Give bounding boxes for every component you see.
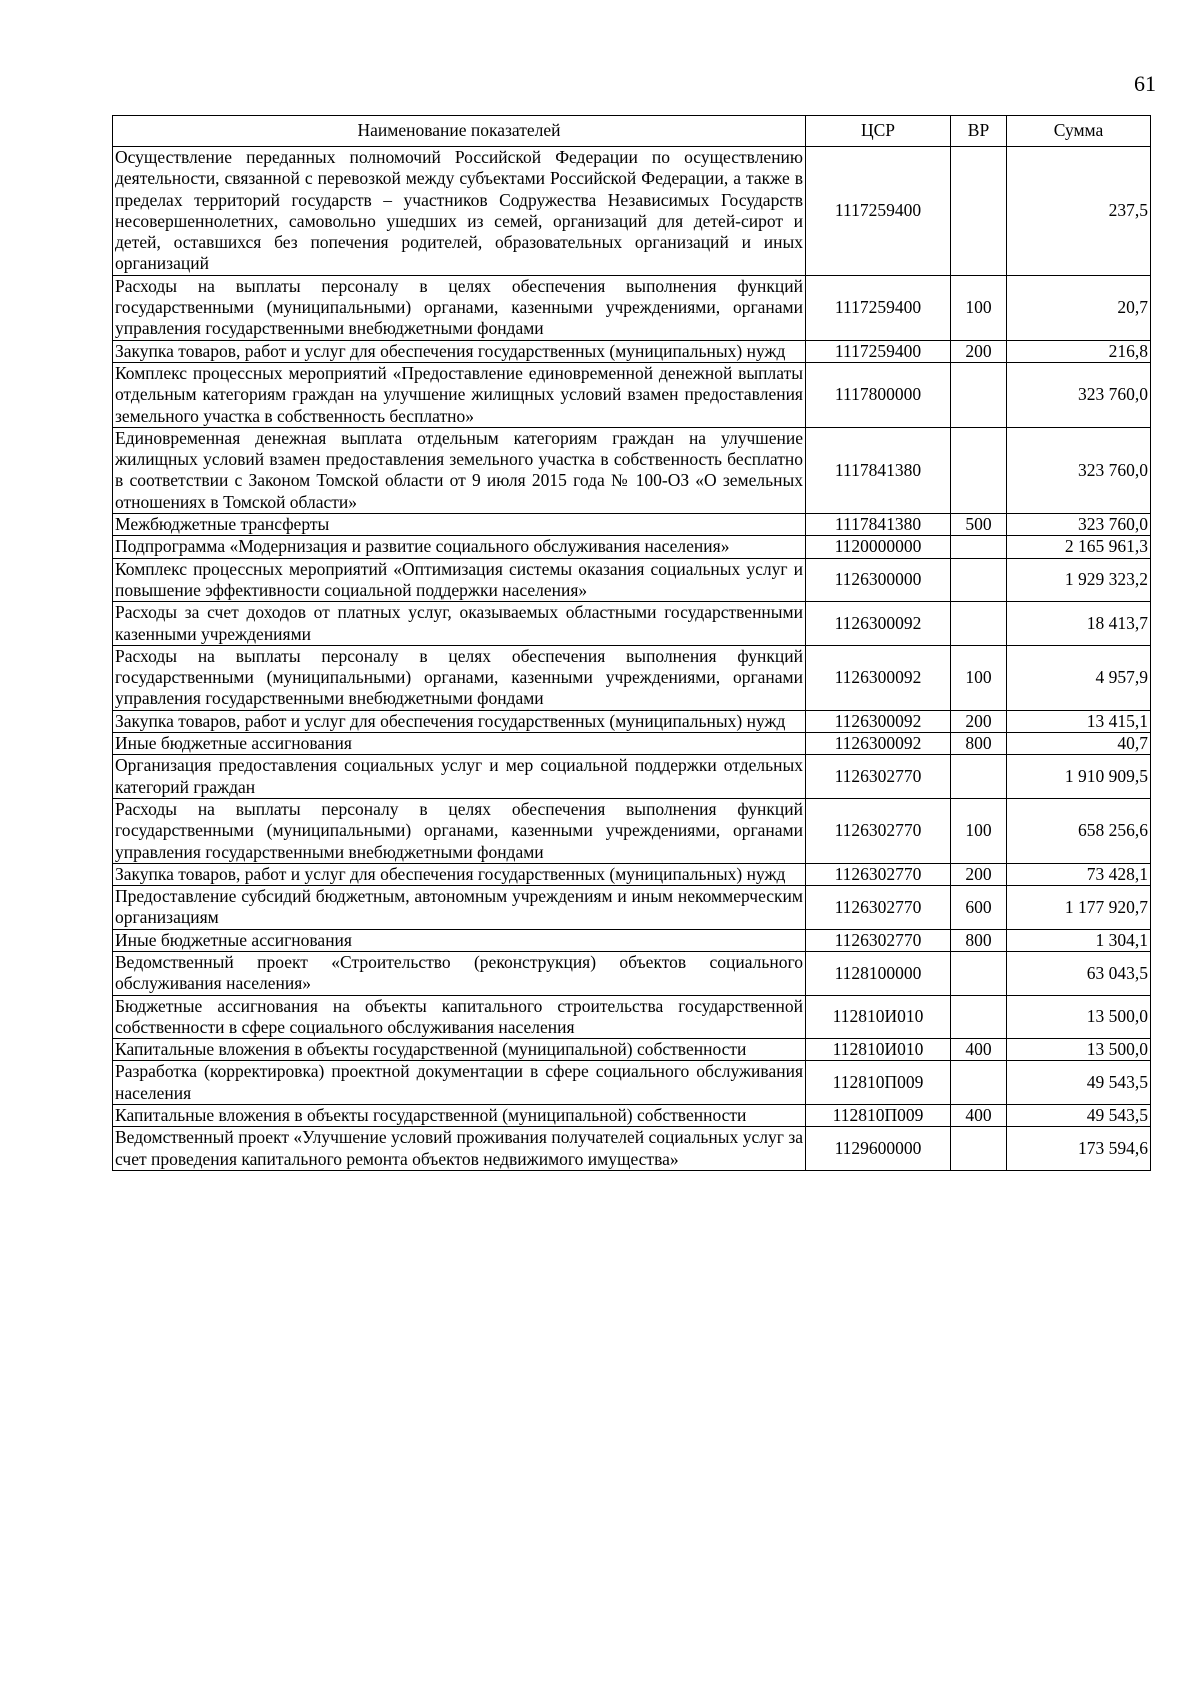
row-name: Расходы на выплаты персоналу в целях обеспечения выполнения функций государственными (муниципальными) органами, казенными учреждениями, органами управления государственными внебюджетными фондами [113, 798, 806, 863]
budget-table [112, 115, 1151, 1171]
table-row [113, 886, 1151, 930]
row-name: Закупка товаров, работ и услуг для обеспечения государственных (муниципальных) нужд [113, 340, 806, 362]
table-row [113, 710, 1151, 732]
row-csr: 112810И010 [806, 1039, 951, 1061]
row-vr: 600 [951, 886, 1007, 930]
row-vr: 100 [951, 798, 1007, 863]
row-name: Закупка товаров, работ и услуг для обеспечения государственных (муниципальных) нужд [113, 710, 806, 732]
table-row [113, 1105, 1151, 1127]
table-row [113, 929, 1151, 951]
row-csr: 1126300092 [806, 602, 951, 646]
table-row [113, 340, 1151, 362]
header-name: Наименование показателей [113, 116, 806, 147]
table-row [113, 733, 1151, 755]
row-name: Закупка товаров, работ и услуг для обеспечения государственных (муниципальных) нужд [113, 863, 806, 885]
row-name: Единовременная денежная выплата отдельным категориям граждан на улучшение жилищных условий взамен предоставления земельного участка в собственность бесплатно в соответствии с Законом Томской области от 9 июля 2015 года № 100-ОЗ «О земельных отношениях в Томской области» [113, 427, 806, 513]
row-sum: 1 177 920,7 [1007, 886, 1151, 930]
row-vr [951, 1127, 1007, 1171]
row-sum: 1 910 909,5 [1007, 755, 1151, 799]
row-sum: 40,7 [1007, 733, 1151, 755]
row-sum: 13 415,1 [1007, 710, 1151, 732]
row-vr [951, 362, 1007, 427]
row-csr: 1126300092 [806, 710, 951, 732]
table-row [113, 1039, 1151, 1061]
table-row [113, 558, 1151, 602]
row-sum: 237,5 [1007, 147, 1151, 276]
table-row [113, 755, 1151, 799]
row-csr: 1126302770 [806, 929, 951, 951]
row-sum: 73 428,1 [1007, 863, 1151, 885]
row-csr: 1117841380 [806, 514, 951, 536]
row-name: Предоставление субсидий бюджетным, автономным учреждениям и иным некоммерческим организациям [113, 886, 806, 930]
row-vr [951, 536, 1007, 558]
table-row [113, 951, 1151, 995]
row-name: Ведомственный проект «Улучшение условий проживания получателей социальных услуг за счет проведения капитального ремонта объектов недвижимого имущества» [113, 1127, 806, 1171]
row-sum: 13 500,0 [1007, 995, 1151, 1039]
row-vr [951, 602, 1007, 646]
row-vr [951, 427, 1007, 513]
row-sum: 323 760,0 [1007, 514, 1151, 536]
row-sum: 4 957,9 [1007, 645, 1151, 710]
row-csr: 1126302770 [806, 798, 951, 863]
row-sum: 1 304,1 [1007, 929, 1151, 951]
row-vr: 400 [951, 1105, 1007, 1127]
table-row [113, 275, 1151, 340]
table-row [113, 995, 1151, 1039]
row-name: Разработка (корректировка) проектной документации в сфере социального обслуживания населения [113, 1061, 806, 1105]
row-csr: 1126302770 [806, 755, 951, 799]
row-csr: 1126300000 [806, 558, 951, 602]
row-vr: 100 [951, 645, 1007, 710]
page-number: 61 [1134, 71, 1156, 96]
table-row [113, 645, 1151, 710]
row-name: Расходы на выплаты персоналу в целях обеспечения выполнения функций государственными (муниципальными) органами, казенными учреждениями, органами управления государственными внебюджетными фондами [113, 275, 806, 340]
row-name: Ведомственный проект «Строительство (реконструкция) объектов социального обслуживания населения» [113, 951, 806, 995]
row-sum: 323 760,0 [1007, 427, 1151, 513]
row-csr: 112810И010 [806, 995, 951, 1039]
row-sum: 1 929 323,2 [1007, 558, 1151, 602]
row-vr: 500 [951, 514, 1007, 536]
table-row [113, 602, 1151, 646]
table-row [113, 1061, 1151, 1105]
row-sum: 13 500,0 [1007, 1039, 1151, 1061]
row-csr: 1117259400 [806, 340, 951, 362]
row-name: Межбюджетные трансферты [113, 514, 806, 536]
row-vr: 200 [951, 710, 1007, 732]
row-name: Иные бюджетные ассигнования [113, 929, 806, 951]
table-row [113, 1127, 1151, 1171]
row-name: Осуществление переданных полномочий Российской Федерации по осуществлению деятельности, связанной с перевозкой между субъектами Российской Федерации, а также в пределах территорий государств – участников Содружества Независимых Государств несовершеннолетних, самовольно ушедших из семей, организаций для детей-сирот и детей, оставшихся без попечения родителей, образовательных организаций и иных организаций [113, 147, 806, 276]
row-sum: 49 543,5 [1007, 1061, 1151, 1105]
row-sum: 658 256,6 [1007, 798, 1151, 863]
table-row [113, 147, 1151, 276]
row-vr: 200 [951, 340, 1007, 362]
row-sum: 216,8 [1007, 340, 1151, 362]
table-row [113, 427, 1151, 513]
row-sum: 173 594,6 [1007, 1127, 1151, 1171]
row-name: Организация предоставления социальных услуг и мер социальной поддержки отдельных категорий граждан [113, 755, 806, 799]
row-name: Комплекс процессных мероприятий «Оптимизация системы оказания социальных услуг и повышение эффективности социальной поддержки населения» [113, 558, 806, 602]
row-vr [951, 755, 1007, 799]
row-csr: 1126300092 [806, 733, 951, 755]
row-csr: 1117841380 [806, 427, 951, 513]
row-csr: 1117259400 [806, 147, 951, 276]
row-name: Подпрограмма «Модернизация и развитие социального обслуживания населения» [113, 536, 806, 558]
row-sum: 18 413,7 [1007, 602, 1151, 646]
header-sum: Сумма [1007, 116, 1151, 147]
row-vr [951, 147, 1007, 276]
table-row [113, 863, 1151, 885]
row-sum: 63 043,5 [1007, 951, 1151, 995]
table-row [113, 362, 1151, 427]
row-name: Расходы за счет доходов от платных услуг, оказываемых областными государственными казенными учреждениями [113, 602, 806, 646]
row-csr: 1126302770 [806, 863, 951, 885]
row-sum: 323 760,0 [1007, 362, 1151, 427]
row-csr: 112810П009 [806, 1061, 951, 1105]
row-csr: 1126300092 [806, 645, 951, 710]
row-csr: 1117800000 [806, 362, 951, 427]
row-name: Бюджетные ассигнования на объекты капитального строительства государственной собственности в сфере социального обслуживания населения [113, 995, 806, 1039]
row-name: Расходы на выплаты персоналу в целях обеспечения выполнения функций государственными (муниципальными) органами, казенными учреждениями, органами управления государственными внебюджетными фондами [113, 645, 806, 710]
row-vr [951, 558, 1007, 602]
row-vr: 800 [951, 733, 1007, 755]
row-name: Иные бюджетные ассигнования [113, 733, 806, 755]
table-row [113, 798, 1151, 863]
row-sum: 2 165 961,3 [1007, 536, 1151, 558]
row-csr: 1129600000 [806, 1127, 951, 1171]
row-sum: 49 543,5 [1007, 1105, 1151, 1127]
table-row [113, 514, 1151, 536]
row-csr: 112810П009 [806, 1105, 951, 1127]
row-vr: 100 [951, 275, 1007, 340]
row-vr: 400 [951, 1039, 1007, 1061]
table-header-row [113, 116, 1151, 147]
row-name: Капитальные вложения в объекты государственной (муниципальной) собственности [113, 1039, 806, 1061]
row-vr: 200 [951, 863, 1007, 885]
row-vr [951, 1061, 1007, 1105]
row-sum: 20,7 [1007, 275, 1151, 340]
row-vr: 800 [951, 929, 1007, 951]
row-name: Капитальные вложения в объекты государственной (муниципальной) собственности [113, 1105, 806, 1127]
row-name: Комплекс процессных мероприятий «Предоставление единовременной денежной выплаты отдельным категориям граждан на улучшение жилищных условий взамен предоставления земельного участка в собственность бесплатно» [113, 362, 806, 427]
header-vr: ВР [951, 116, 1007, 147]
row-csr: 1126302770 [806, 886, 951, 930]
row-vr [951, 951, 1007, 995]
row-csr: 1117259400 [806, 275, 951, 340]
row-csr: 1120000000 [806, 536, 951, 558]
row-vr [951, 995, 1007, 1039]
table-row [113, 536, 1151, 558]
row-csr: 1128100000 [806, 951, 951, 995]
header-csr: ЦСР [806, 116, 951, 147]
